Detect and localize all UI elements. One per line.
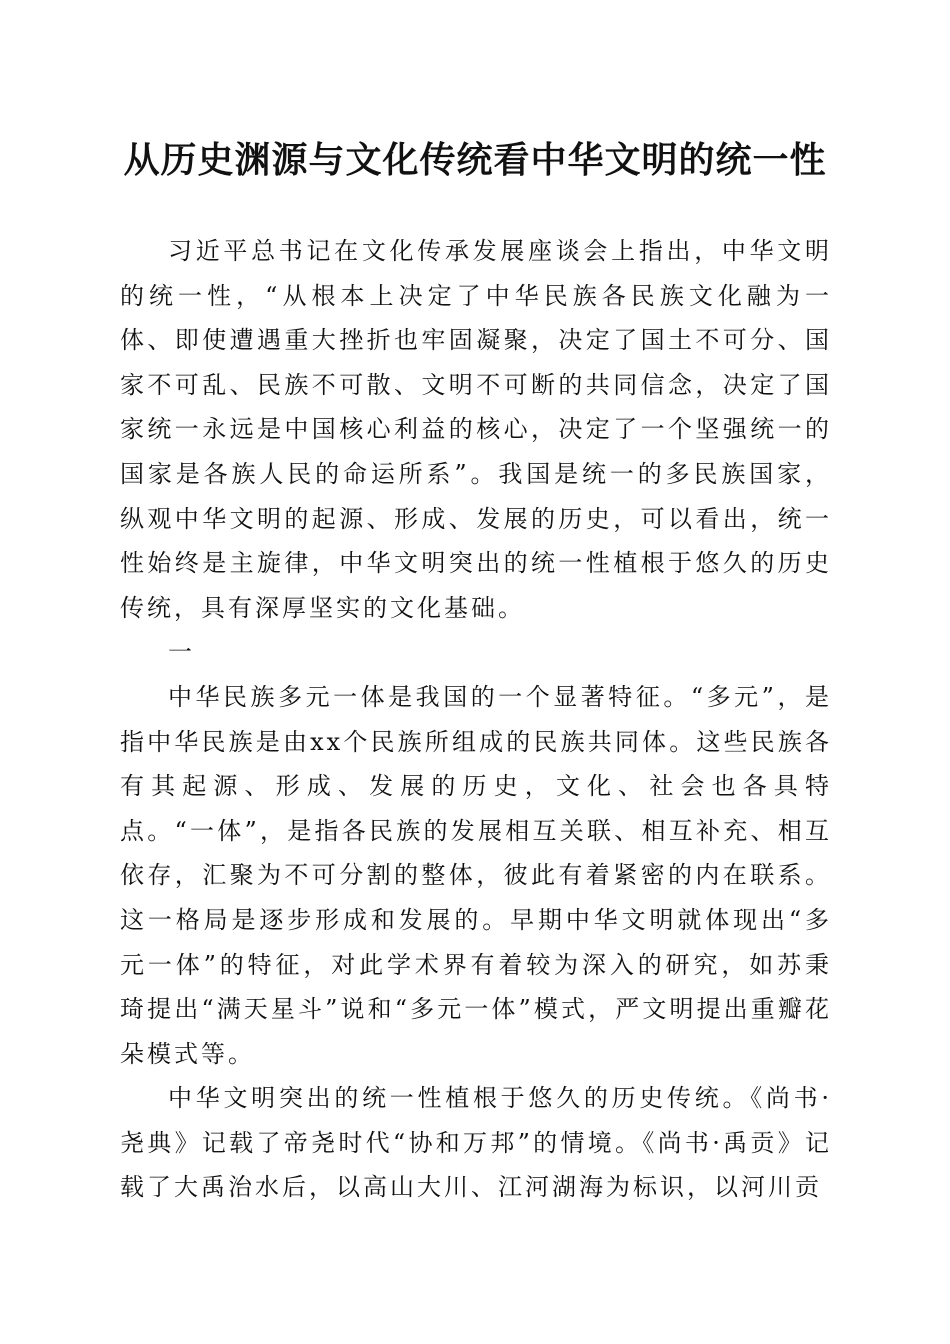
document-body <box>120 229 832 1210</box>
paragraph-historical-tradition: 中华文明突出的统一性植根于悠久的历史传统。《尚书·尧典》记载了帝尧时代“协和万邦”的情境。《尚书·禹贡》记载了大禹治水后，以高山大川、江河湖海为标识，以河川贡 <box>120 1084 832 1202</box>
paragraph-diversity-unity: 中华民族多元一体是我国的一个显著特征。“多元”，是指中华民族是由xx个民族所组成的民族共同体。这些民族各有其起源、形成、发展的历史，文化、社会也各具特点。“一体”，是指各民族的发展相互关联、相互补充、相互依存，汇聚为不可分割的整体，彼此有着紧密的内在联系。这一格局是逐步形成和发展的。早期中华文明就体现出“多元一体”的特征，对此学术界有着较为深入的研究，如苏秉琦提出“满天星斗”说和“多元一体”模式，严文明提出重瓣花朵模式等。 <box>120 682 832 1068</box>
section-number: 一 <box>168 638 192 667</box>
document-title: 从历史渊源与文化传统看中华文明的统一性 <box>123 139 827 181</box>
paragraph-intro: 习近平总书记在文化传承发展座谈会上指出，中华文明的统一性，“从根本上决定了中华民族各民族文化融为一体、即使遭遇重大挫折也牢固凝聚，决定了国土不可分、国家不可乱、民族不可散、文明不可断的共同信念，决定了国家统一永远是中国核心利益的核心，决定了一个坚强统一的国家是各族人民的命运所系”。我国是统一的多民族国家，纵观中华文明的起源、形成、发展的历史，可以看出，统一性始终是主旋律，中华文明突出的统一性植根于悠久的历史传统，具有深厚坚实的文化基础。 <box>120 237 832 622</box>
